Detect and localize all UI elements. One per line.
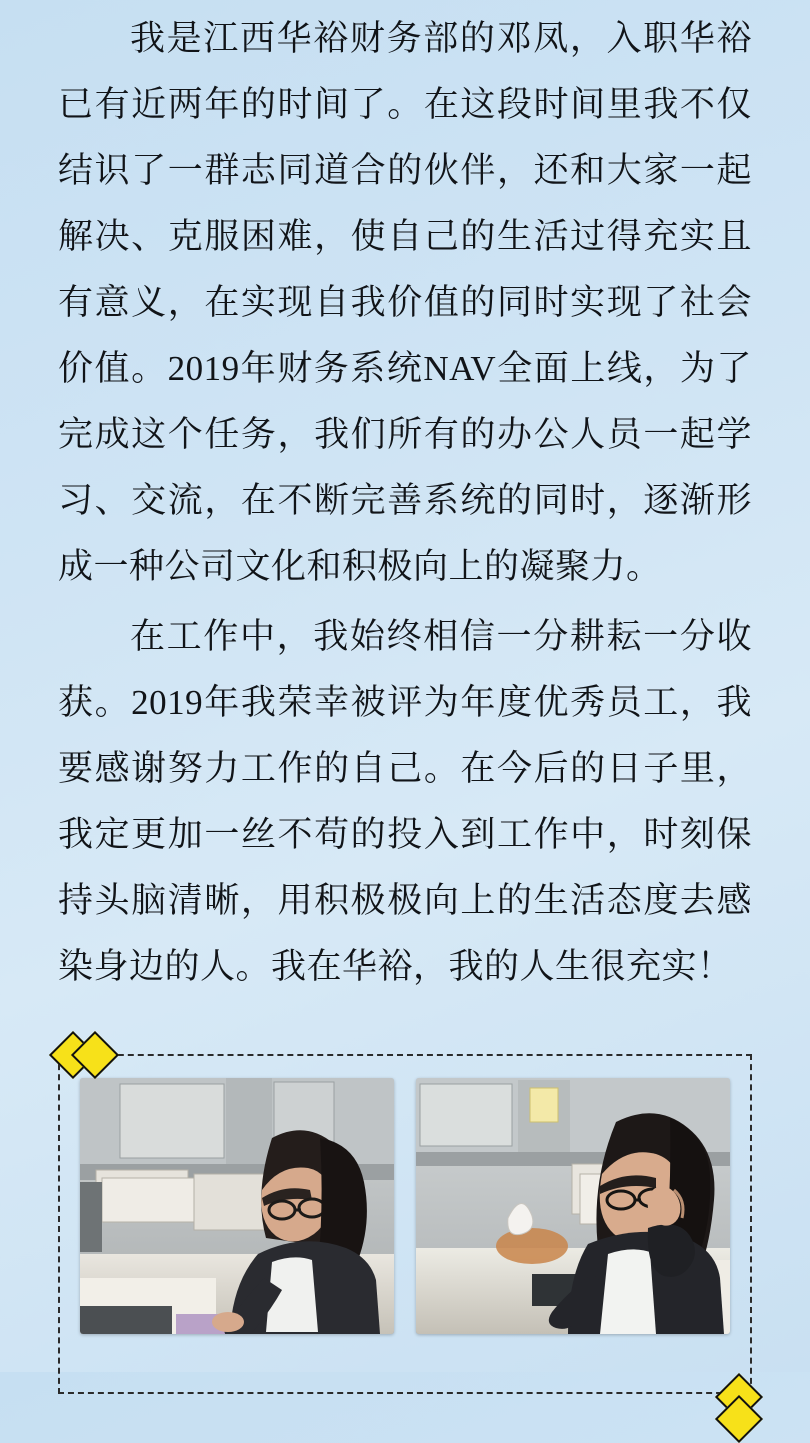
article-body bbox=[58, 0, 752, 1000]
diamond-decoration-top-left bbox=[54, 1024, 116, 1086]
diamond-decoration-bottom-right bbox=[708, 1378, 770, 1440]
photo-right bbox=[416, 1078, 730, 1334]
photo-gallery bbox=[58, 1034, 752, 1394]
paragraph-1: 我是江西华裕财务部的邓凤，入职华裕已有近两年的时间了。在这段时间里我不仅结识了一群志同道合的伙伴，还和大家一起解决、克服困难，使自己的生活过得充实且有意义，在实现自我价值的同时实现了社会价值。2019年财务系统NAV全面上线，为了完成这个任务，我们所有的办公人员一起学习、交流，在不断完善系统的同时，逐渐形成一种公司文化和积极向上的凝聚力。 bbox=[58, 19, 752, 586]
paragraph-2: 在工作中，我始终相信一分耕耘一分收获。2019年我荣幸被评为年度优秀员工，我要感谢努力工作的自己。在今后的日子里，我定更加一丝不苟的投入到工作中，时刻保持头脑清晰，用积极极向上的生活态度去感染身边的人。我在华裕，我的人生很充实！ bbox=[58, 617, 752, 986]
photo-left bbox=[80, 1078, 394, 1334]
photo-right-image bbox=[416, 1078, 730, 1334]
photo-left-image bbox=[80, 1078, 394, 1334]
photo-row bbox=[80, 1078, 730, 1334]
